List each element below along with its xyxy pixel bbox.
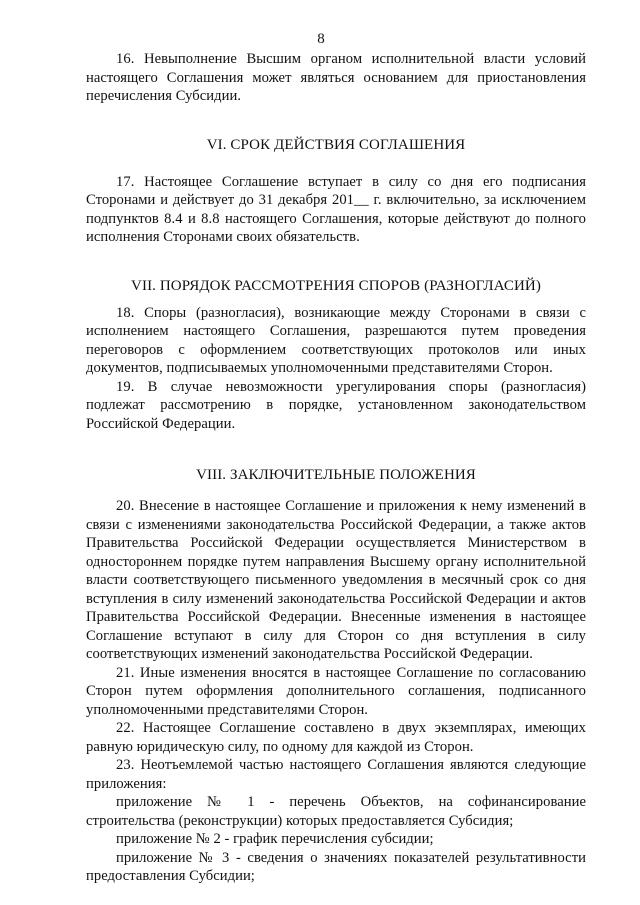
page-number: 8: [317, 31, 325, 47]
appendix-2-item: приложение № 2 - график перечисления субсидии;: [116, 831, 434, 847]
section-heading-8: VIII. ЗАКЛЮЧИТЕЛЬНЫЕ ПОЛОЖЕНИЯ: [196, 467, 476, 483]
document-body: [86, 50, 586, 886]
paragraph-18: 18. Споры (разногласия), возникающие между Сторонами в связи с исполнением настоящего Соглашения, разрешаются путем проведения переговоров с оформлением соответствующих протоколов или иных документов, подписываемых уполномоченными представителями Сторон.: [86, 304, 586, 376]
section-heading-6: VI. СРОК ДЕЙСТВИЯ СОГЛАШЕНИЯ: [206, 136, 466, 153]
paragraph-19: 19. В случае невозможности урегулирования споры (разногласия) подлежат рассмотрению в порядке, установленном законодательством Российской Федерации.: [86, 378, 586, 432]
paragraph-17: 17. Настоящее Соглашение вступает в силу со дня его подписания Сторонами и действует до 31 декабря 201__ г. включительно, за исключением подпунктов 8.4 и 8.8 настоящего Соглашения, которые действуют до полного исполнения Сторонами своих обязательств.: [86, 173, 586, 245]
paragraph-20: 20. Внесение в настоящее Соглашение и приложения к нему изменений в связи с изменениями законодательства Российской Федерации, а также актов Правительства Российской Федерации осуществляется Министерством в одностороннем порядке путем направления Высшему органу исполнительной власти соответствующего письменного уведомления в месячный срок со дня вступления в силу изменений законодательства Российской Федерации и актов Правительства Российской Федерации. Внесенные изменения в настоящее Соглашение вступают в силу для Сторон со дня вступления в силу соответствующих изменений законодательства Российской Федерации.: [86, 498, 586, 662]
appendix-1-item: приложение № 1 - перечень Объектов, на софинансирование строительства (реконструкции) которых предоставляется Субсидия;: [86, 794, 586, 829]
section-heading-7: VII. ПОРЯДОК РАССМОТРЕНИЯ СПОРОВ (РАЗНОГЛАСИЙ): [131, 277, 541, 294]
appendix-3-item: приложение № 3 - сведения о значениях показателей результативности предоставления Субсидии;: [86, 849, 586, 884]
paragraph-23: 23. Неотъемлемой частью настоящего Соглашения являются следующие приложения:: [86, 757, 586, 792]
paragraph-16: 16. Невыполнение Высшим органом исполнительной власти условий настоящего Соглашения может являться основанием для приостановления перечисления Субсидии.: [86, 51, 586, 104]
paragraph-22: 22. Настоящее Соглашение составлено в двух экземплярах, имеющих равную юридическую силу, по одному для каждой из Сторон.: [86, 720, 586, 755]
paragraph-21: 21. Иные изменения вносятся в настоящее Соглашение по согласованию Сторон путем оформления дополнительного соглашения, подписанного уполномоченными представителями Сторон.: [86, 664, 586, 718]
document-page: [86, 0, 586, 905]
